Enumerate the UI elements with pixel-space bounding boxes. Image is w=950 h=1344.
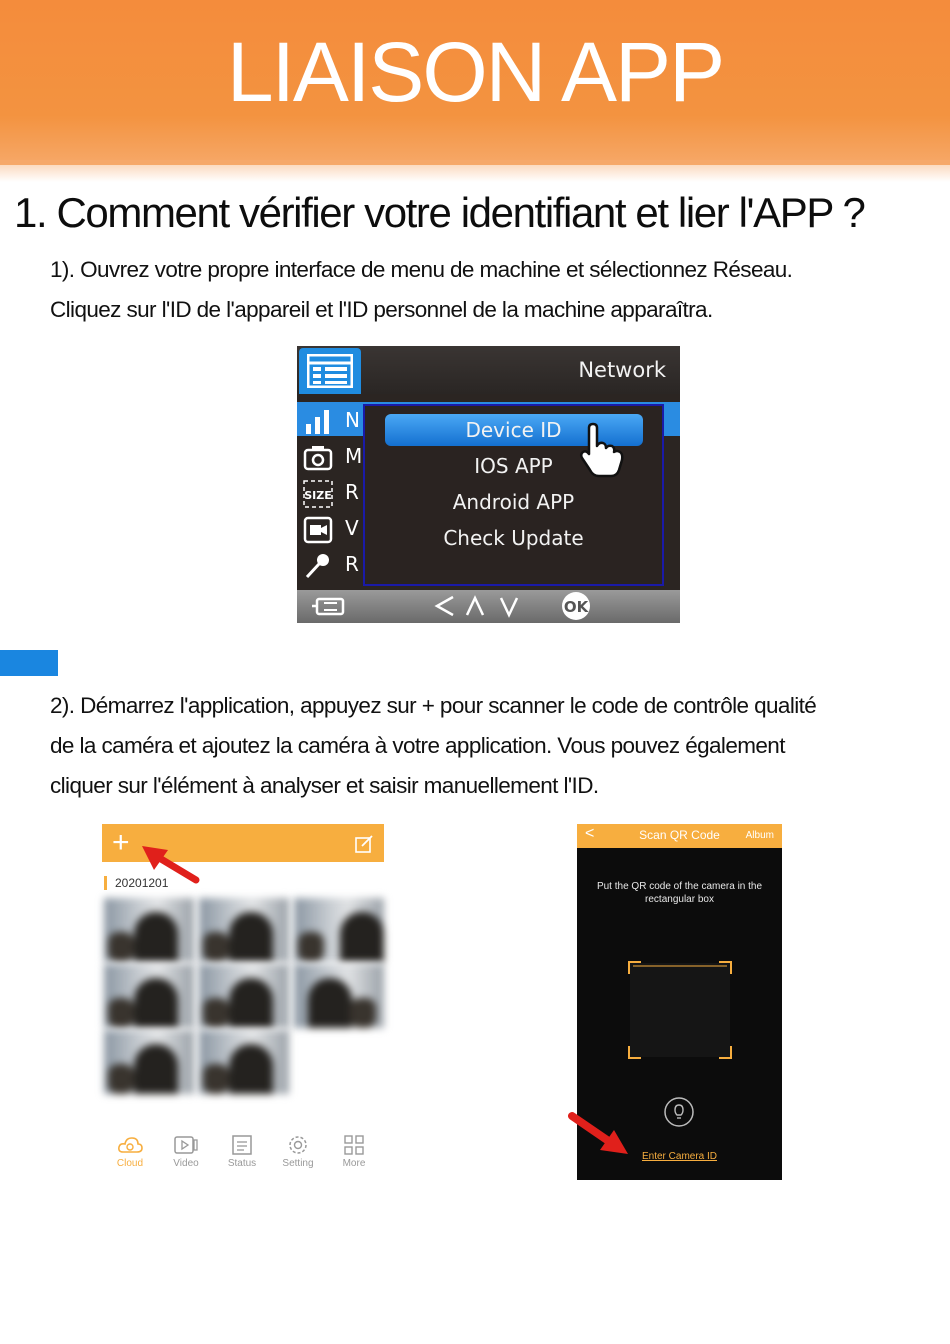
step2-line: 2). Démarrez l'application, appuyez sur + pour scanner le code de contrôle qualité (50, 693, 817, 718)
video-thumbnail[interactable] (294, 898, 384, 962)
tab-cloud[interactable] (102, 1130, 158, 1169)
sidebar-item-record[interactable] (301, 550, 361, 582)
banner-shadow (0, 160, 950, 182)
pointing-hand-icon (579, 422, 625, 478)
red-arrow-icon (138, 840, 202, 886)
video-icon (303, 516, 333, 544)
tab-video[interactable] (158, 1130, 214, 1169)
menu-item-ios-app[interactable]: IOS APP (474, 454, 553, 478)
video-icon (173, 1134, 199, 1156)
step2-line: cliquer sur l'élément à analyser et saisir manuellement l'ID. (50, 773, 599, 798)
ok-label: OK (563, 598, 589, 616)
video-thumbnail[interactable] (199, 898, 289, 962)
red-arrow-icon (566, 1110, 632, 1156)
menu-footer (297, 590, 680, 623)
menu-title: Network (578, 358, 666, 382)
edit-icon[interactable] (354, 834, 374, 854)
scan-title: Scan QR Code (639, 828, 720, 842)
scan-frame (627, 960, 733, 1060)
flashlight-icon[interactable] (663, 1096, 695, 1128)
scan-instruction-line: Put the QR code of the camera in the (596, 881, 763, 892)
step2-text (50, 686, 930, 806)
status-icon (229, 1134, 255, 1156)
menu-item-check-update[interactable]: Check Update (443, 526, 584, 550)
menu-item-device-id[interactable]: Device ID (465, 418, 562, 442)
step2-line: de la caméra et ajoutez la caméra à votre application. Vous pouvez également (50, 733, 785, 758)
header-banner (0, 0, 950, 165)
tab-status[interactable] (214, 1130, 270, 1169)
sidebar-item-video[interactable] (301, 514, 361, 546)
tab-setting[interactable] (270, 1130, 326, 1169)
camera-icon (303, 444, 333, 472)
video-thumbnail[interactable] (199, 964, 289, 1028)
sidebar-item-label: R (345, 552, 359, 576)
down-arrow-icon (501, 598, 517, 615)
step1-line: Cliquez sur l'ID de l'appareil et l'ID personnel de la machine apparaîtra. (50, 297, 713, 322)
video-thumbnail[interactable] (104, 898, 194, 962)
step1-line: 1). Ouvrez votre propre interface de menu de machine et sélectionnez Réseau. (50, 257, 793, 282)
menu-sidebar (297, 400, 367, 590)
banner-title: LIAISON APP (226, 25, 724, 119)
tab-more[interactable] (326, 1130, 382, 1169)
left-arrow-icon (437, 597, 453, 615)
sidebar-item-label: M (345, 444, 363, 468)
sidebar-item-label: R (345, 480, 359, 504)
video-thumbnail[interactable] (104, 964, 194, 1028)
video-thumbnail[interactable] (294, 964, 384, 1028)
sidebar-item-label: V (345, 516, 359, 540)
up-arrow-icon (467, 598, 483, 615)
menu-tab-active (299, 348, 361, 394)
menu-list-icon (307, 354, 353, 388)
tab-label: Setting (282, 1158, 314, 1169)
tab-label: Cloud (116, 1158, 144, 1169)
section-heading: 1. Comment vérifier votre identifiant et lier l'APP ? (14, 189, 865, 236)
section-marker (0, 650, 58, 676)
sidebar-item-network[interactable] (301, 406, 361, 438)
video-thumbnail[interactable] (104, 1030, 194, 1094)
svg-text:SIZE: SIZE (304, 489, 332, 502)
enter-camera-id-link[interactable]: Enter Camera ID (641, 1151, 718, 1162)
tab-label: More (342, 1158, 366, 1169)
sidebar-item-label: N (345, 408, 360, 432)
menu-item-android-app[interactable]: Android APP (452, 490, 575, 514)
size-icon (303, 480, 333, 508)
step1-text (50, 250, 930, 330)
date-group-label: 20201201 (104, 876, 168, 890)
album-button[interactable]: Album (745, 830, 774, 841)
sidebar-item-resolution[interactable] (301, 478, 361, 510)
back-button[interactable]: < (585, 825, 595, 842)
cloud-icon (117, 1134, 143, 1156)
tab-label: Status (227, 1158, 257, 1169)
add-camera-button[interactable]: + (112, 826, 130, 859)
tab-label: Video (173, 1158, 199, 1169)
grid-icon (341, 1134, 367, 1156)
mic-icon (303, 552, 333, 580)
back-key-icon (312, 599, 343, 614)
sidebar-item-mode[interactable] (301, 442, 361, 474)
signal-icon (303, 408, 333, 436)
scan-top-bar (577, 824, 782, 848)
camera-menu-screenshot (297, 346, 680, 623)
gear-icon (285, 1134, 311, 1156)
video-thumbnail[interactable] (199, 1030, 289, 1094)
bottom-tab-bar (102, 1130, 384, 1176)
scan-instruction-line: rectangular box (645, 894, 714, 905)
scan-instruction (577, 880, 782, 906)
